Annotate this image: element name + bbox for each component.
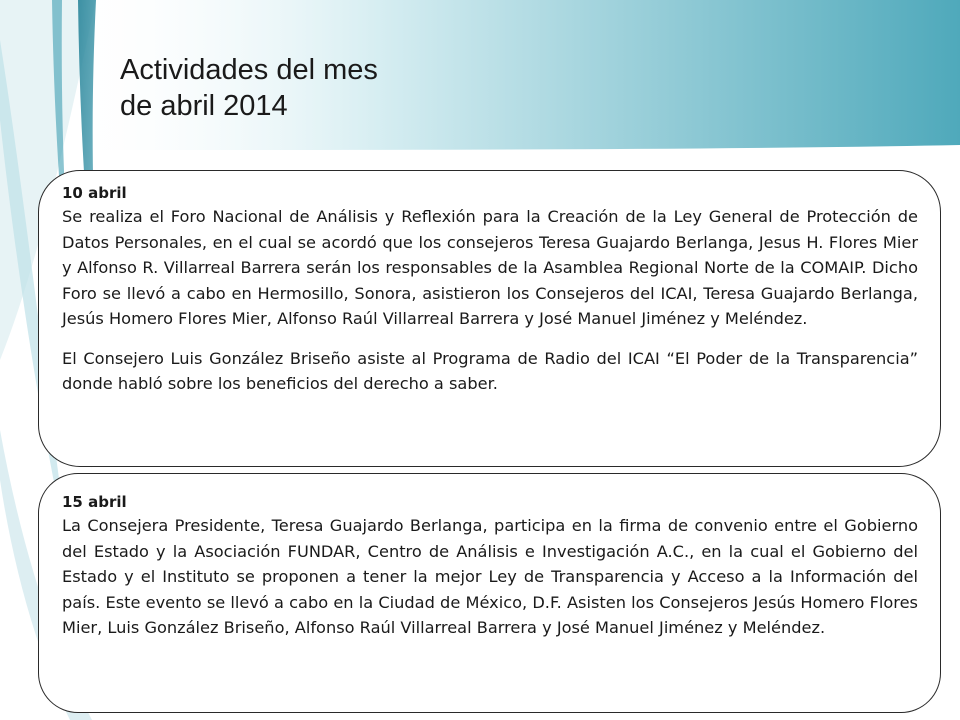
activity-paragraph: El Consejero Luis González Briseño asiste al Programa de Radio del ICAI “El Poder de la Transparencia” donde habló sobre los beneficios del derecho a saber. (62, 348, 918, 393)
activity-box-10-abril (38, 170, 941, 467)
activity-paragraph: La Consejera Presidente, Teresa Guajardo Berlanga, participa en la firma de convenio entre el Gobierno del Estado y la Asociación FUNDAR, Centro de Análisis e Investigación A.C., en la cual el Gobierno del Estado y el Instituto se proponen a tener la mejor Ley de Transparencia y Acceso a la Información del país. Este evento se llevó a cabo en la Ciudad de México, D.F. Asisten los Consejeros Jesús Homero Flores Mier, Luis González Briseño, Alfonso Raúl Villarreal Barrera y José Manuel Jiménez y Meléndez. (62, 516, 918, 637)
title-line-2: de abril 2014 (120, 90, 288, 122)
activity-box-15-abril (38, 473, 941, 713)
activity-date: 10 abril (62, 184, 127, 202)
page-title (120, 52, 378, 124)
title-line-1: Actividades del mes (120, 54, 378, 86)
activity-paragraph: Se realiza el Foro Nacional de Análisis y Reflexión para la Creación de la Ley General de Protección de Datos Personales, en el cual se acordó que los consejeros Teresa Guajardo Berlanga, Jesus H. Flores Mier y Alfonso R. Villarreal Barrera serán los responsables de la Asamblea Regional Norte de la COMAIP. Dicho Foro se llevó a cabo en Hermosillo, Sonora, asistieron los Consejeros del ICAI, Teresa Guajardo Berlanga, Jesús Homero Flores Mier, Alfonso Raúl Villarreal Barrera y José Manuel Jiménez y Meléndez. (62, 207, 918, 328)
activity-date: 15 abril (62, 493, 127, 511)
